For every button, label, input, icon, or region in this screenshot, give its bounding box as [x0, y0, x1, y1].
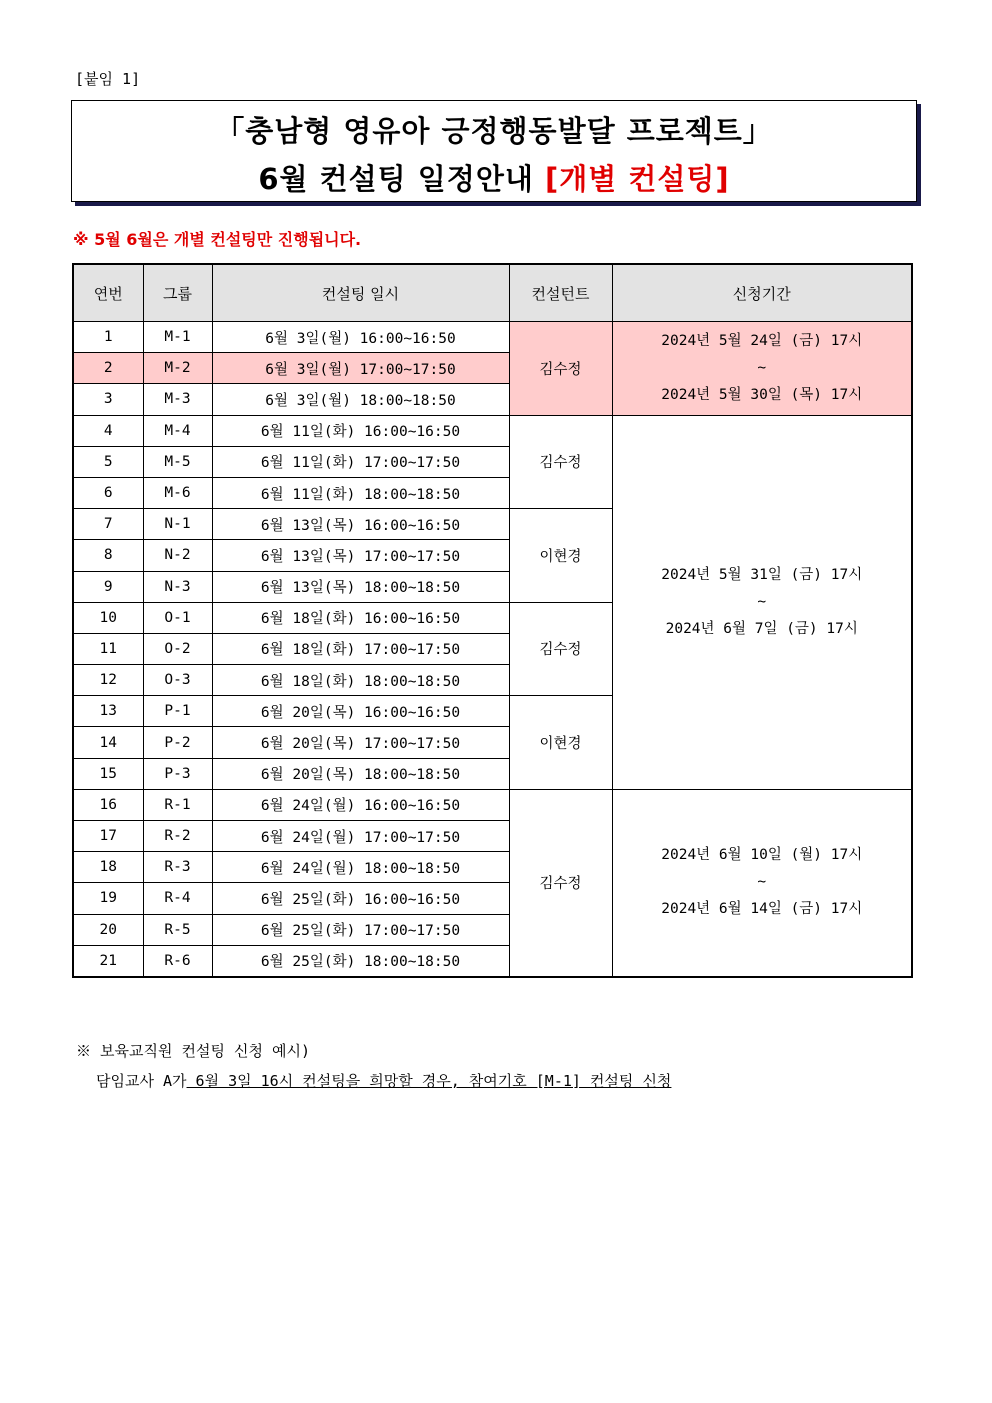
cell-datetime: 6월 24일(월) 18:00~18:50 [212, 852, 509, 883]
cell-datetime: 6월 20일(목) 17:00~17:50 [212, 727, 509, 758]
cell-no: 10 [73, 602, 143, 633]
cell-group: M-5 [143, 446, 212, 477]
cell-no: 19 [73, 883, 143, 914]
cell-datetime: 6월 25일(화) 17:00~17:50 [212, 914, 509, 945]
cell-consultant: 김수정 [509, 415, 612, 509]
cell-no: 9 [73, 571, 143, 602]
cell-no: 1 [73, 322, 143, 353]
cell-group: O-3 [143, 665, 212, 696]
table-row [73, 415, 912, 446]
cell-group: M-1 [143, 322, 212, 353]
period-sep: ~ [757, 874, 767, 891]
cell-no: 17 [73, 821, 143, 852]
cell-no: 16 [73, 789, 143, 820]
schedule-table [72, 263, 913, 978]
table-row [73, 322, 912, 353]
period-end: 2024년 6월 14일 (금) 17시 [661, 901, 863, 918]
cell-no: 2 [73, 353, 143, 384]
cell-group: O-1 [143, 602, 212, 633]
footer-note: ※ 보육교직원 컨설팅 신청 예시) [76, 1042, 311, 1060]
cell-period [612, 789, 912, 977]
cell-no: 21 [73, 945, 143, 977]
cell-no: 7 [73, 509, 143, 540]
header-consultant: 컨설턴트 [509, 264, 612, 322]
cell-no: 11 [73, 633, 143, 664]
cell-datetime: 6월 20일(목) 18:00~18:50 [212, 758, 509, 789]
cell-no: 8 [73, 540, 143, 571]
title-line-1: 「충남형 영유아 긍정행동발달 프로젝트」 [215, 114, 773, 148]
cell-no: 6 [73, 477, 143, 508]
title-box [71, 100, 917, 202]
cell-group: O-2 [143, 633, 212, 664]
cell-group: P-2 [143, 727, 212, 758]
cell-group: N-2 [143, 540, 212, 571]
cell-group: R-5 [143, 914, 212, 945]
cell-datetime: 6월 13일(목) 16:00~16:50 [212, 509, 509, 540]
cell-datetime: 6월 18일(화) 18:00~18:50 [212, 665, 509, 696]
cell-group: N-1 [143, 509, 212, 540]
cell-group: R-2 [143, 821, 212, 852]
cell-group: R-3 [143, 852, 212, 883]
footer-example-underlined: 6월 3일 16시 컨설팅을 희망할 경우, 참여기호 [M-1] 컨설팅 신청 [186, 1072, 672, 1090]
cell-no: 3 [73, 384, 143, 415]
cell-no: 20 [73, 914, 143, 945]
period-end: 2024년 6월 7일 (금) 17시 [665, 620, 858, 637]
cell-group: M-2 [143, 353, 212, 384]
title-line-2-red: [개별 컨설팅] [544, 162, 730, 196]
cell-no: 14 [73, 727, 143, 758]
title-line-2-black: 6월 컨설팅 일정안내 [258, 162, 545, 196]
cell-datetime: 6월 3일(월) 17:00~17:50 [212, 353, 509, 384]
period-sep: ~ [757, 593, 767, 610]
cell-datetime: 6월 25일(화) 18:00~18:50 [212, 945, 509, 977]
cell-datetime: 6월 3일(월) 16:00~16:50 [212, 322, 509, 353]
cell-group: N-3 [143, 571, 212, 602]
cell-datetime: 6월 25일(화) 16:00~16:50 [212, 883, 509, 914]
cell-consultant: 김수정 [509, 322, 612, 416]
table-header-row [73, 264, 912, 322]
cell-datetime: 6월 13일(목) 18:00~18:50 [212, 571, 509, 602]
notice-text: ※ 5월 6월은 개별 컨설팅만 진행됩니다. [73, 230, 362, 249]
period-end: 2024년 5월 30일 (목) 17시 [661, 386, 863, 403]
cell-datetime: 6월 13일(목) 17:00~17:50 [212, 540, 509, 571]
header-no: 연번 [73, 264, 143, 322]
cell-datetime: 6월 20일(목) 16:00~16:50 [212, 696, 509, 727]
cell-period [612, 415, 912, 789]
cell-datetime: 6월 18일(화) 16:00~16:50 [212, 602, 509, 633]
period-start: 2024년 5월 31일 (금) 17시 [661, 566, 863, 583]
cell-datetime: 6월 18일(화) 17:00~17:50 [212, 633, 509, 664]
cell-consultant: 김수정 [509, 602, 612, 696]
cell-no: 15 [73, 758, 143, 789]
period-start: 2024년 6월 10일 (월) 17시 [661, 847, 863, 864]
cell-group: M-3 [143, 384, 212, 415]
attachment-label: [붙임 1] [75, 70, 141, 88]
cell-no: 13 [73, 696, 143, 727]
cell-datetime: 6월 11일(화) 17:00~17:50 [212, 446, 509, 477]
footer-example-prefix: 담임교사 A가 [96, 1072, 187, 1090]
cell-datetime: 6월 11일(화) 18:00~18:50 [212, 477, 509, 508]
cell-period [612, 322, 912, 416]
cell-group: P-1 [143, 696, 212, 727]
cell-consultant: 이현경 [509, 696, 612, 790]
cell-datetime: 6월 24일(월) 17:00~17:50 [212, 821, 509, 852]
cell-group: R-4 [143, 883, 212, 914]
header-datetime: 컨설팅 일시 [212, 264, 509, 322]
cell-no: 4 [73, 415, 143, 446]
period-sep: ~ [757, 359, 767, 376]
title-line-2 [72, 157, 916, 198]
cell-group: P-3 [143, 758, 212, 789]
footer-example [96, 1070, 671, 1091]
header-group: 그룹 [143, 264, 212, 322]
cell-consultant: 김수정 [509, 789, 612, 977]
cell-no: 5 [73, 446, 143, 477]
cell-consultant: 이현경 [509, 509, 612, 603]
cell-no: 12 [73, 665, 143, 696]
cell-group: M-6 [143, 477, 212, 508]
cell-group: R-1 [143, 789, 212, 820]
period-start: 2024년 5월 24일 (금) 17시 [661, 332, 863, 349]
table-row [73, 789, 912, 820]
header-period: 신청기간 [612, 264, 912, 322]
cell-no: 18 [73, 852, 143, 883]
cell-group: M-4 [143, 415, 212, 446]
cell-datetime: 6월 24일(월) 16:00~16:50 [212, 789, 509, 820]
cell-datetime: 6월 11일(화) 16:00~16:50 [212, 415, 509, 446]
cell-group: R-6 [143, 945, 212, 977]
cell-datetime: 6월 3일(월) 18:00~18:50 [212, 384, 509, 415]
